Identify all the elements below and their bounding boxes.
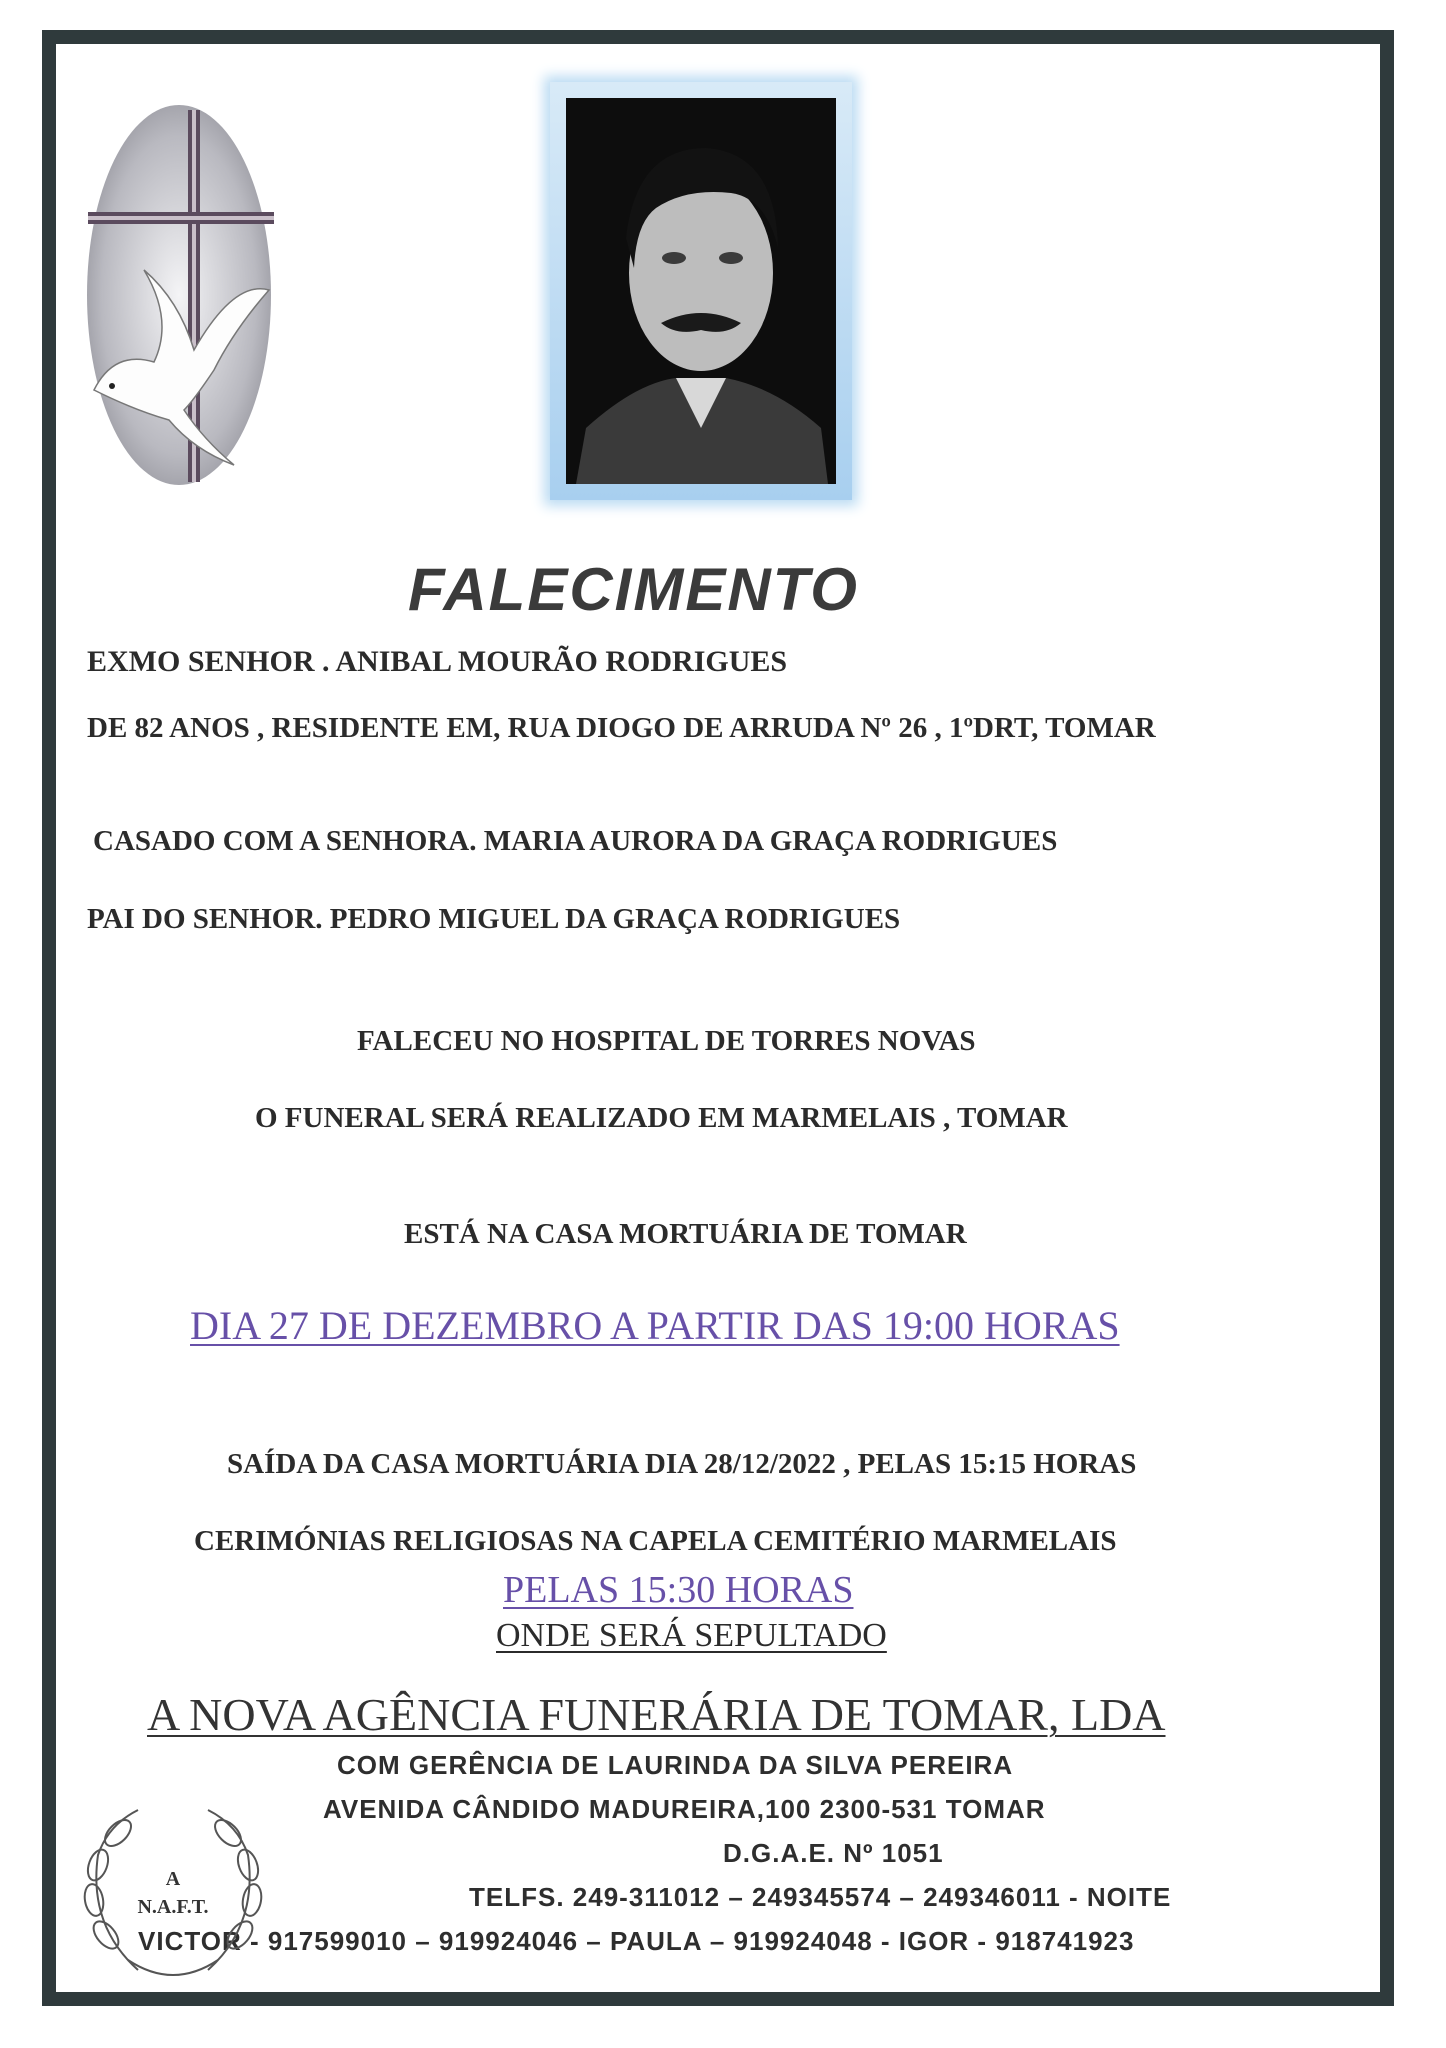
- ceremony-line: CERIMÓNIAS RELIGIOSAS NA CAPELA CEMITÉRIO MARMELAIS: [194, 1525, 1117, 1557]
- agency-management: COM GERÊNCIA DE LAURINDA DA SILVA PEREIRA: [337, 1750, 1014, 1780]
- child-line: PAI DO SENHOR. PEDRO MIGUEL DA GRAÇA RODRIGUES: [87, 903, 901, 935]
- naft-logo-text: N.A.F.T.: [137, 1896, 209, 1918]
- wake-time: DIA 27 DE DEZEMBRO A PARTIR DAS 19:00 HORAS: [190, 1303, 1120, 1348]
- departure-line: SAÍDA DA CASA MORTUÁRIA DIA 28/12/2022 , PELAS 15:15 HORAS: [227, 1448, 1137, 1480]
- cross-dove-emblem: [84, 100, 274, 490]
- agency-address: AVENIDA CÂNDIDO MADUREIRA,100 2300-531 TOMAR: [323, 1794, 1046, 1824]
- night-contacts: VICTOR - 917599010 – 919924046 – PAULA – 919924048 - IGOR - 918741923: [138, 1926, 1135, 1956]
- burial-line: ONDE SERÁ SEPULTADO: [496, 1617, 887, 1654]
- funeral-place: O FUNERAL SERÁ REALIZADO EM MARMELAIS , TOMAR: [255, 1102, 1068, 1134]
- agency-phones: TELFS. 249-311012 – 249345574 – 249346011 - NOITE: [469, 1882, 1172, 1912]
- agency-name: A NOVA AGÊNCIA FUNERÁRIA DE TOMAR, LDA: [147, 1689, 1166, 1740]
- page-title: FALECIMENTO: [408, 556, 859, 623]
- portrait-photo: [566, 98, 836, 484]
- naft-logo-letter: A: [165, 1868, 181, 1890]
- spouse-line: CASADO COM A SENHORA. MARIA AURORA DA GRAÇA RODRIGUES: [93, 825, 1058, 857]
- deceased-name: EXMO SENHOR . ANIBAL MOURÃO RODRIGUES: [87, 645, 788, 678]
- age-address: DE 82 ANOS , RESIDENTE EM, RUA DIOGO DE ARRUDA Nº 26 , 1ºDRT, TOMAR: [87, 712, 1156, 744]
- death-place: FALECEU NO HOSPITAL DE TORRES NOVAS: [357, 1025, 976, 1057]
- ceremony-time: PELAS 15:30 HORAS: [503, 1569, 854, 1611]
- deceased-portrait: [550, 82, 852, 500]
- agency-dgae: D.G.A.E. Nº 1051: [723, 1838, 944, 1868]
- naft-logo: [68, 1795, 278, 1985]
- wake-place: ESTÁ NA CASA MORTUÁRIA DE TOMAR: [404, 1218, 967, 1250]
